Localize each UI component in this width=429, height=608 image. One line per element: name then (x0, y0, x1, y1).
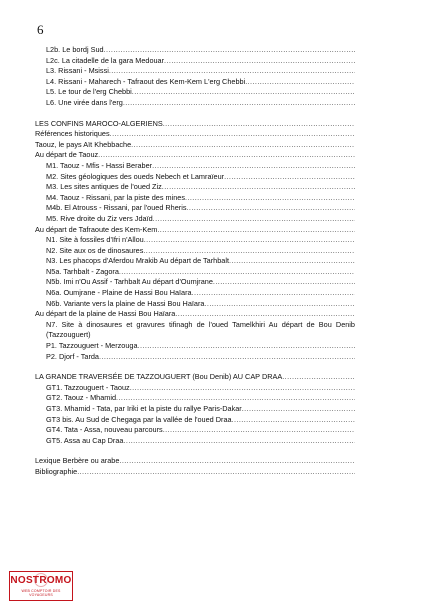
toc-entry[interactable] (35, 225, 355, 236)
toc-entry[interactable] (35, 467, 355, 478)
toc-entry[interactable] (35, 352, 355, 363)
dot-leader (232, 415, 355, 426)
dot-leader (123, 436, 355, 447)
toc-entry[interactable] (35, 372, 355, 383)
toc-entry[interactable] (35, 119, 355, 130)
toc-entry[interactable] (35, 309, 355, 320)
toc-entry[interactable] (35, 267, 355, 278)
toc-entry-label: L4. Rissani - Maharech - Tafraout des Kem-Kem L'erg Chebbi (46, 76, 246, 86)
dot-leader (77, 467, 355, 478)
dot-leader (109, 66, 355, 77)
dot-leader (187, 203, 356, 214)
toc-entry-label: L3. Rissani - Msissi (46, 66, 109, 76)
dot-leader (213, 277, 355, 288)
toc-entry[interactable] (35, 182, 355, 193)
toc-entry-label: N6b. Variante vers la plaine de Hassi Bou Haïara (46, 298, 205, 308)
toc-entry[interactable] (35, 256, 355, 267)
toc-entry[interactable] (35, 393, 355, 404)
toc-entry[interactable] (35, 150, 355, 161)
dot-leader (164, 56, 355, 67)
logo-brand: NOSTROMO (10, 575, 72, 586)
toc-entry-label: GT3. Mhamid - Tata, par Iriki et la piste du rallye Paris-Dakar (46, 404, 242, 413)
toc-entry-label: M3. Les sites antiques de l'oued Ziz (46, 182, 162, 192)
toc-spacer (35, 362, 355, 372)
toc-entry[interactable] (35, 456, 355, 467)
toc-entry-label: Au départ de Taouz (35, 150, 99, 160)
toc-entry[interactable] (35, 436, 355, 447)
toc-entry[interactable] (35, 214, 355, 225)
toc-entry-label: L2c. La citadelle de la gara Medouar (46, 55, 165, 65)
dot-leader (132, 87, 355, 98)
toc-entry-label: M4. Taouz - Rissani, par la piste des mines (46, 192, 185, 202)
toc-entry-label: M2. Sites géologiques des oueds Nebech et Lamraïeur (46, 171, 225, 181)
toc-entry-label: N1. Site à fossiles d'Ifri n'Allou (46, 235, 144, 245)
dot-leader (130, 383, 355, 394)
dot-leader (229, 256, 355, 267)
dot-leader (116, 393, 355, 404)
toc-entry-label: P2. Djorf - Tarda (46, 351, 99, 361)
toc-entry-label: Taouz, le pays Aït Khebbache (35, 139, 132, 149)
toc-entry-label: N5a. Tarhbalt - Zagora (46, 266, 119, 276)
toc-entry-label: M4b. El Atrouss - Rissani, par l'oued Rheris (46, 203, 187, 213)
dot-leader (131, 140, 355, 151)
nostromo-logo (9, 571, 73, 601)
toc-entry-label: GT1. Tazzouguert - Taouz (46, 382, 130, 392)
dot-leader (224, 172, 355, 183)
dot-leader (144, 235, 355, 246)
page-number: 6 (37, 22, 44, 37)
toc-entry-label: LES CONFINS MAROCO-ALGERIENS (35, 118, 163, 128)
toc-entry-label: Bibliographie (35, 466, 78, 476)
toc-entry-label: GT3 bis. Au Sud de Chegaga par la vallée de l'oued Draa (46, 414, 232, 424)
toc-entry-label: L5. Le tour de l'erg Chebbi (46, 87, 132, 97)
dot-leader (119, 456, 355, 467)
dot-leader (204, 299, 355, 310)
dot-leader (153, 214, 355, 225)
toc-entry[interactable] (35, 45, 355, 56)
dot-leader (138, 341, 355, 352)
toc-entry-label: Lexique Berbère ou arabe (35, 456, 120, 466)
toc-entry[interactable] (35, 193, 355, 204)
toc-entry[interactable] (35, 129, 355, 140)
toc-entry-label: N2. Site aux os de dinosaures (46, 245, 144, 255)
dot-leader (185, 193, 355, 204)
dot-leader (119, 267, 355, 278)
toc-entry-label: M1. Taouz - Mfis - Hassi Beraber (46, 160, 153, 170)
toc-entry-label: L6. Une virée dans l'erg (46, 97, 123, 107)
toc-entry-label: Au départ de la plaine de Hassi Bou Haïara (35, 309, 176, 319)
toc-entry[interactable] (35, 415, 355, 426)
toc-entry[interactable] (35, 288, 355, 299)
toc-entry[interactable] (35, 277, 355, 288)
table-of-contents (35, 45, 355, 478)
toc-entry-label: N3. Les phacops d'Aferdou Mrakib Au départ de Tarhbalt (46, 256, 229, 266)
toc-entry[interactable] (35, 203, 355, 214)
toc-entry[interactable] (35, 425, 355, 436)
dot-leader (98, 150, 355, 161)
toc-entry[interactable] (35, 56, 355, 67)
dot-leader (152, 161, 355, 172)
toc-entry-label: N5b. Imi n'Ou Assif - Tarhbalt Au départ d'Oumjrane (46, 277, 213, 287)
dot-leader (143, 246, 355, 257)
toc-entry-label: N7. Site à dinosaures et gravures tifinagh de l'oued Tamelkhiri Au départ de Bou Denib (Tazzouguert) (46, 319, 355, 340)
logo-tagline: WEB COMPTOIR DES VOYAGEURS (21, 589, 61, 597)
toc-entry-label: GT2. Taouz - Mhamid (46, 393, 117, 403)
toc-entry-label: LA GRANDE TRAVERSÉE DE TAZZOUGUERT (Bou Denib) AU CAP DRAA (35, 372, 283, 382)
toc-entry-label: Au départ de Tafraoute des Kem-Kem (35, 224, 158, 234)
toc-entry-label: Références historiques (35, 129, 110, 139)
toc-entry[interactable] (35, 87, 355, 98)
toc-entry-label: M5. Rive droite du Ziz vers Jdaïd (46, 213, 153, 223)
toc-entry-label: L2b. Le bordj Sud (46, 45, 104, 54)
toc-entry[interactable] (35, 161, 355, 172)
toc-entry-label: GT4. Tata - Assa, nouveau parcours (46, 425, 163, 435)
toc-entry[interactable] (35, 299, 355, 310)
dot-leader (123, 98, 355, 109)
dot-leader (110, 129, 355, 140)
toc-entry[interactable] (35, 320, 355, 341)
dot-leader (162, 182, 355, 193)
toc-entry[interactable] (35, 235, 355, 246)
dot-leader (282, 372, 355, 383)
toc-entry[interactable] (35, 77, 355, 88)
toc-entry[interactable] (35, 66, 355, 77)
dot-leader (242, 404, 355, 415)
toc-entry[interactable] (35, 341, 355, 352)
toc-spacer (35, 446, 355, 456)
dot-leader (245, 77, 355, 88)
toc-spacer (35, 109, 355, 119)
toc-entry-label: P1. Tazzouguert - Merzouga (46, 341, 138, 351)
dot-leader (163, 425, 355, 436)
toc-entry[interactable] (35, 246, 355, 257)
dot-leader (192, 288, 355, 299)
dot-leader (175, 309, 355, 320)
toc-entry-label: GT5. Assa au Cap Draa (46, 435, 124, 445)
dot-leader (99, 352, 355, 363)
toc-entry[interactable] (35, 172, 355, 183)
toc-entry[interactable] (35, 98, 355, 109)
dot-leader (163, 119, 355, 130)
toc-entry-label: N6a. Oumjrane - Plaine de Hassi Bou Haïara (46, 288, 192, 298)
dot-leader (104, 45, 355, 56)
toc-entry[interactable] (35, 140, 355, 151)
toc-entry[interactable] (35, 383, 355, 394)
dot-leader (157, 225, 355, 236)
toc-entry[interactable] (35, 404, 355, 415)
